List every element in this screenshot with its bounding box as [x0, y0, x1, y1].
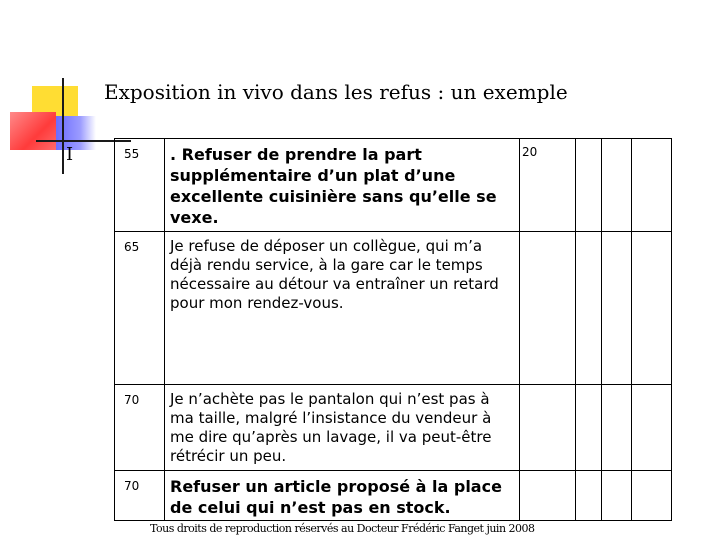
anxiety-score: 65 — [115, 232, 165, 385]
table-row — [115, 232, 672, 385]
slide-title: Exposition in vivo dans les refus : un exemple — [104, 80, 568, 104]
situation-text: Refuser un article proposé à la place de celui qui n’est pas en stock. — [165, 471, 520, 521]
empty-cell — [632, 385, 672, 471]
situation-text: Je n’achète pas le pantalon qui n’est pas à ma taille, malgré l’insistance du vendeur à me dire qu’après un lavage, il va peut-être rétrécir un peu. — [165, 385, 520, 471]
empty-cell — [632, 471, 672, 521]
empty-cell — [602, 139, 632, 232]
anxiety-score: 70 — [115, 471, 165, 521]
empty-cell — [602, 385, 632, 471]
table-row — [115, 471, 672, 521]
decor-vertical-line — [62, 78, 64, 174]
situation-text: Je refuse de déposer un collègue, qui m’a déjà rendu service, à la gare car le temps nécessaire au détour va entraîner un retard pour mon rendez-vous. — [165, 232, 520, 385]
column-header-20: 20 — [520, 139, 576, 232]
empty-cell — [520, 385, 576, 471]
situation-text: . Refuser de prendre la part supplémentaire d’un plat d’une excellente cuisinière sans qu’elle se vexe. — [165, 139, 520, 232]
empty-cell — [602, 232, 632, 385]
exposure-table — [114, 138, 672, 521]
empty-cell — [576, 385, 602, 471]
empty-cell — [576, 471, 602, 521]
section-marker: I — [66, 144, 74, 165]
decor-red-square — [10, 112, 56, 150]
empty-cell — [520, 232, 576, 385]
empty-cell — [576, 232, 602, 385]
copyright-footer: Tous droits de reproduction réservés au Docteur Frédéric Fanget juin 2008 — [150, 522, 535, 535]
empty-cell — [520, 471, 576, 521]
empty-cell — [632, 139, 672, 232]
empty-cell — [632, 232, 672, 385]
table-row — [115, 139, 672, 232]
anxiety-score: 55 — [115, 139, 165, 232]
anxiety-score: 70 — [115, 385, 165, 471]
empty-cell — [602, 471, 632, 521]
table-row — [115, 385, 672, 471]
empty-cell — [576, 139, 602, 232]
